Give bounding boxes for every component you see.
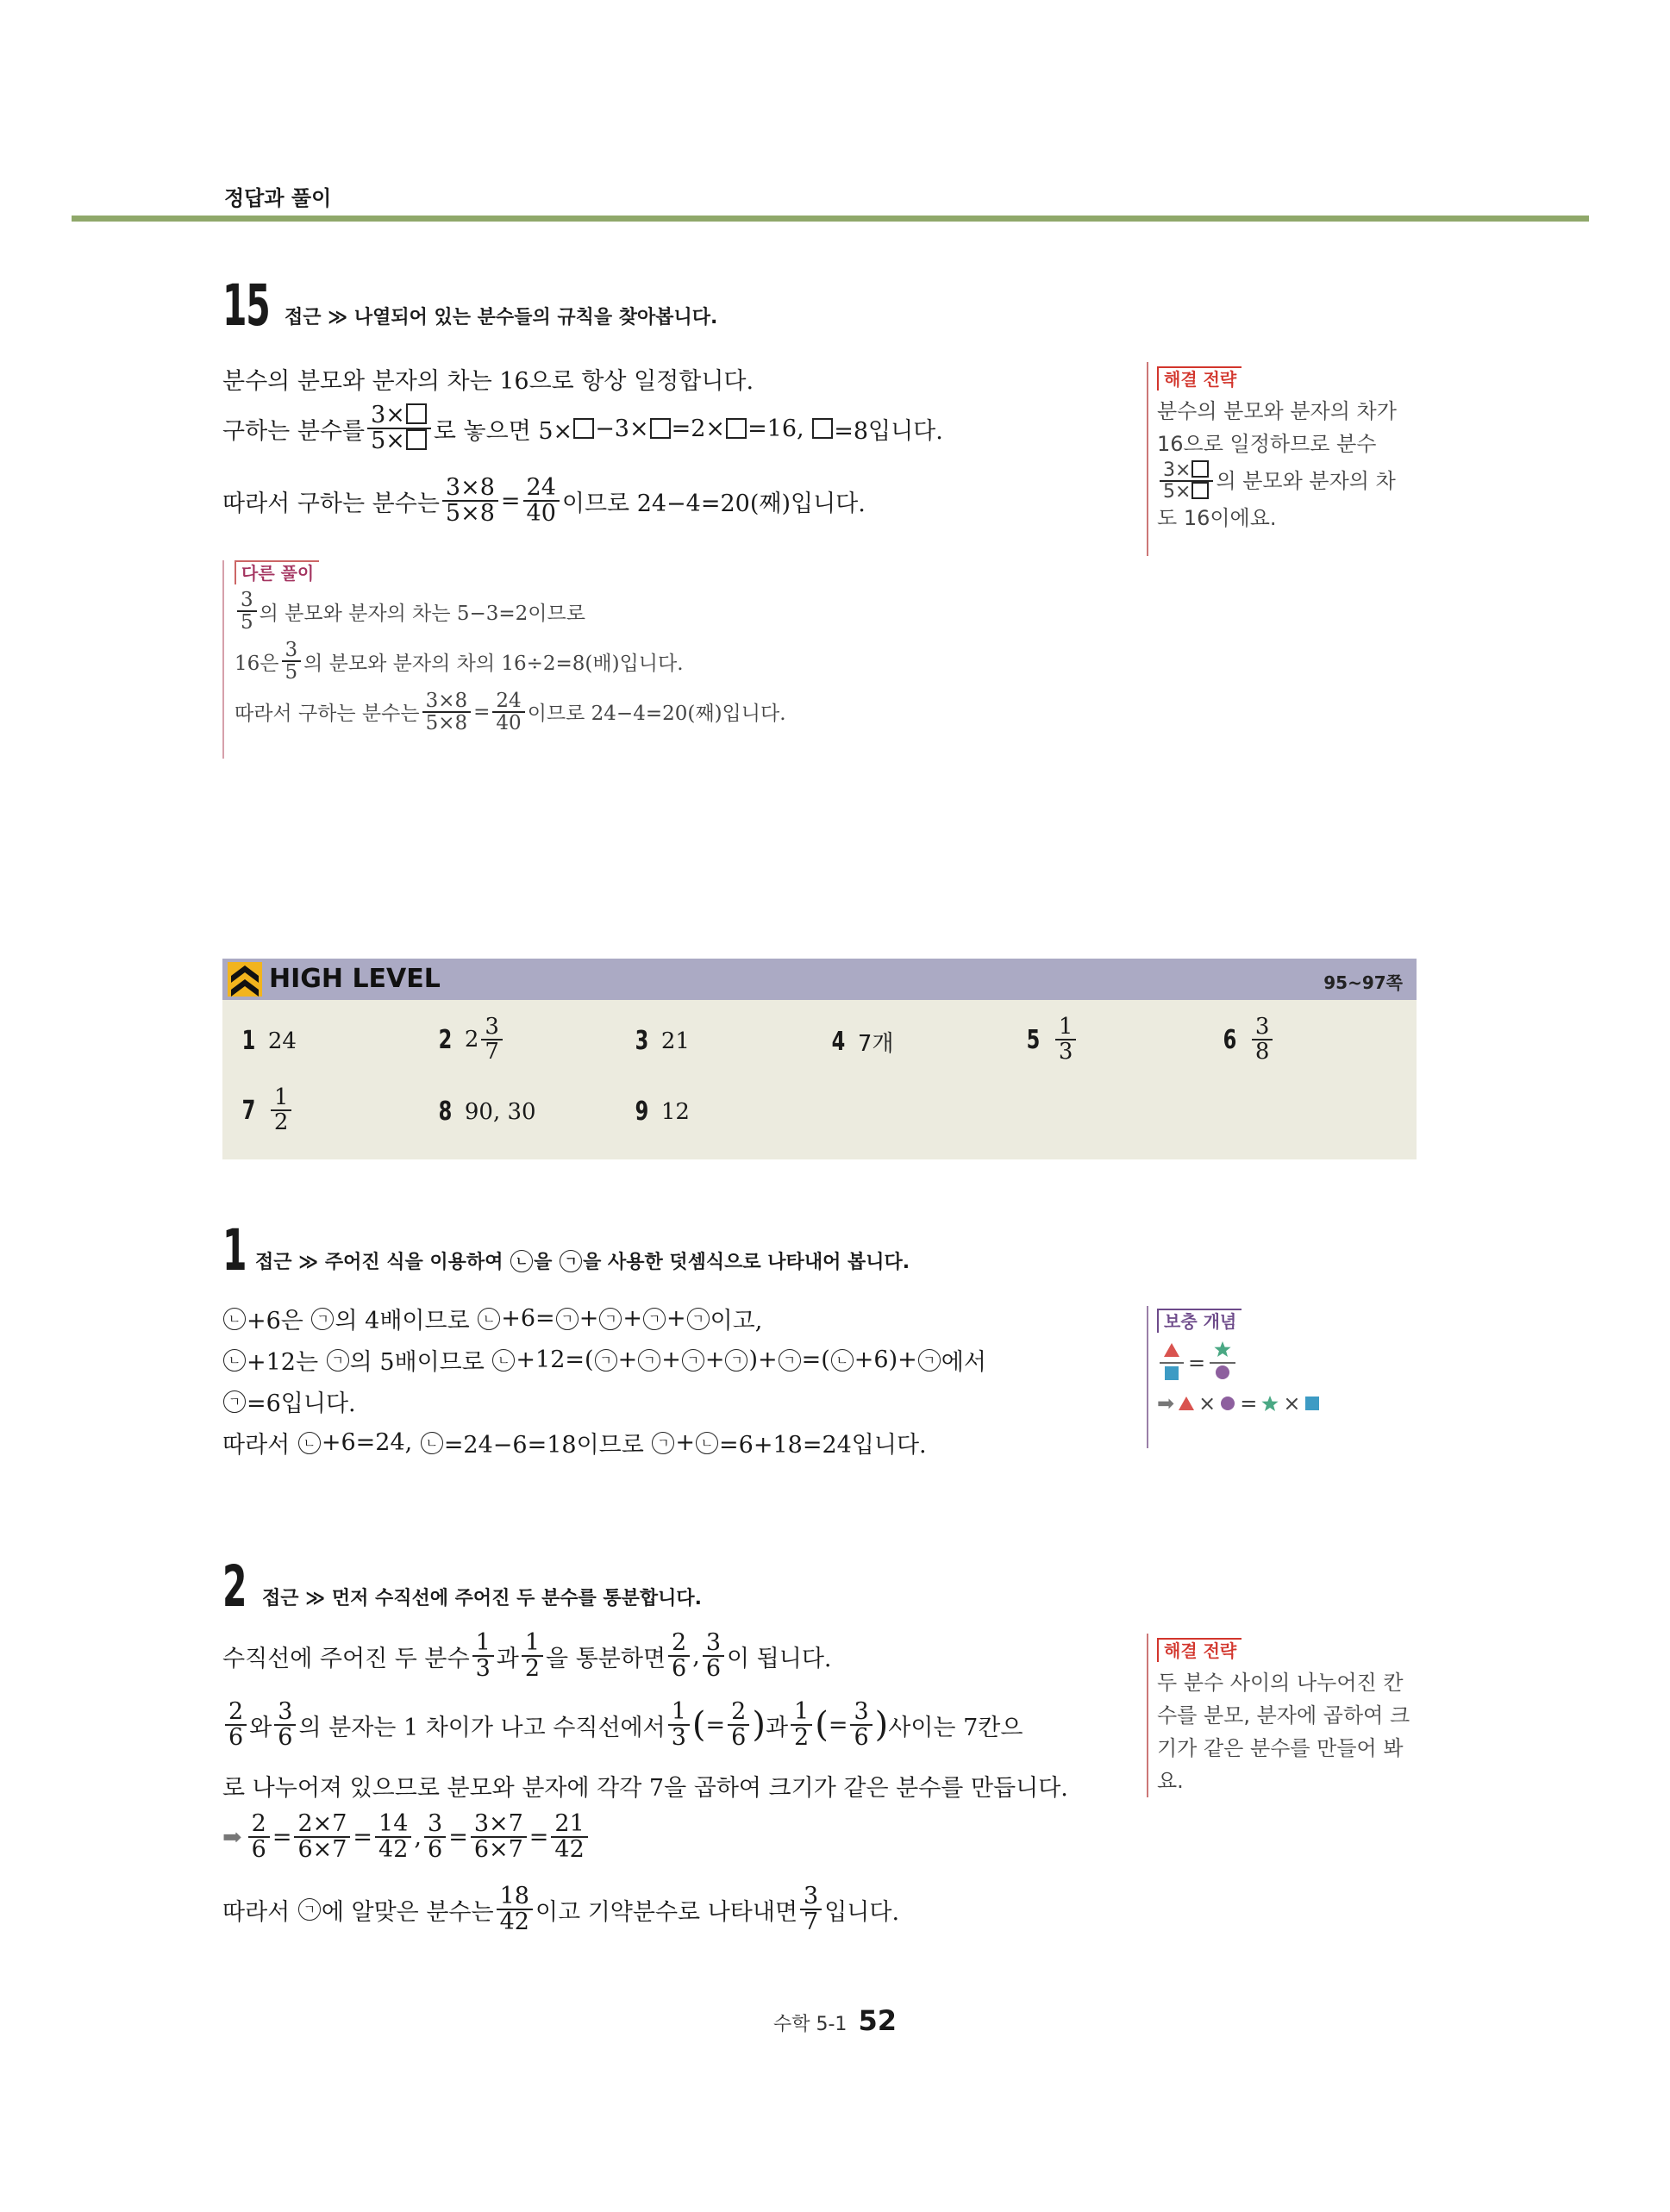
page-number: 52: [858, 2004, 898, 2037]
answer-item: 4 7개: [831, 1027, 894, 1057]
blank-box: [573, 418, 594, 439]
q15-line-3: 따라서 구하는 분수는 $\frac{3\times 8}{5\times 8}$ = $\frac{24}{40}$ 이므로 24−4=20(째)입니다.: [222, 474, 866, 528]
q15-number: 15: [222, 272, 270, 339]
q2-line-3: 로 나누어져 있으므로 분모와 분자에 각각 7을 곱하여 크기가 같은 분수를 만듭니다.: [222, 1775, 1068, 1802]
answer-item: 1 24: [241, 1026, 297, 1056]
answer-item: 6 $\frac{3}{8}$: [1221, 1015, 1275, 1065]
q2-heading: [222, 1553, 703, 1620]
chevron-logo-icon: [228, 962, 262, 997]
fraction: $\frac{3\times 8}{5\times 8}$: [442, 476, 498, 527]
q1-line-4: 따라서 ㄴ +6=24, ㄴ =24−6=18이므로 ㄱ + ㄴ =6+18=24입니다.: [222, 1429, 927, 1459]
answer-item: 2 2 $\frac{3}{7}$: [436, 1015, 505, 1065]
q2-line-5: 따라서 ㄱ 에 알맞은 분수는 $\frac{18}{42}$ 이고 기약분수로 나타내면 $\frac{3}{7}$ 입니다.: [222, 1883, 900, 1936]
fraction: $\frac{3\times 7}{6\times 7}$: [471, 1812, 527, 1863]
fraction: $\frac{1}{3}$: [1055, 1015, 1077, 1065]
fraction: $\frac{2}{6}$: [248, 1812, 270, 1863]
q15-heading: [222, 272, 718, 339]
triangle-icon: [1163, 1342, 1180, 1358]
high-level-pages: 95~97쪽: [1323, 972, 1403, 993]
fraction: $\frac{21}{42}$: [551, 1812, 587, 1863]
q2-approach: 접근 ≫ 먼저 수직선에 주어진 두 분수를 통분합니다.: [262, 1588, 703, 1609]
q1-heading: [222, 1217, 910, 1284]
fraction: $\frac{24}{40}$: [492, 690, 524, 734]
fraction: $\frac{1}{3}$: [668, 1700, 690, 1751]
blank-box: [726, 418, 747, 439]
fraction: $\frac{3}{7}$: [481, 1015, 503, 1065]
square-icon: [1163, 1365, 1180, 1381]
answer-item: 5 $\frac{1}{3}$: [1024, 1015, 1079, 1065]
fraction: [1210, 1340, 1235, 1385]
fraction: $\frac{2\times 7}{6\times 7}$: [294, 1812, 350, 1863]
answer-item: 8 90, 30: [438, 1097, 536, 1127]
fraction: $\frac{1}{2}$: [791, 1700, 812, 1751]
q15-strategy-note: 해결 전략 분수의 분모와 분자의 차가 16으로 일정하므로 분수 $\frac{3\times}{5\times}$ 의 분모와 분자의 차 도 16이에요.: [1147, 362, 1442, 556]
q1-approach: 접근 ≫ 주어진 식을 이용하여 ㄴ 을 ㄱ 을 사용한 덧셈식으로 나타내어 봅니다.: [255, 1247, 910, 1274]
answer-item: 7 $\frac{1}{2}$: [240, 1086, 294, 1135]
fraction: $\frac{1}{3}$: [472, 1631, 494, 1682]
fraction: $\frac{18}{42}$: [497, 1884, 533, 1935]
q15-approach: 접근 ≫ 나열되어 있는 분수들의 규칙을 찾아봅니다.: [285, 307, 718, 328]
answer-item: 3 21: [635, 1026, 690, 1056]
square-icon: [1304, 1396, 1321, 1411]
fraction: $\frac{3}{6}$: [703, 1631, 724, 1682]
page-header-title: 정답과 풀이: [224, 186, 332, 210]
alternative-tag: 다른 풀이: [235, 560, 319, 584]
alternative-solution: 다른 풀이 $\frac{3}{5}$ 의 분모와 분자의 차는 5−3=2이므로 16은 $\frac{3}{5}$ 의 분모와 분자의 차의 16÷2=8(배)입니다. 따라서 구하는 분수는 $\frac{3\times 8}{5\times 8}$ = $\frac{24}{40}$ 이므로 24−4=20(째)입니다.: [222, 560, 890, 759]
strategy-tag: 해결 전략: [1157, 1638, 1242, 1662]
high-level-answers: [222, 1000, 1417, 1159]
q1-line-2: ㄴ +12는 ㄱ 의 5배이므로 ㄴ +12=( ㄱ + ㄱ + ㄱ + ㄱ )+ ㄱ =( ㄴ +6)+ ㄱ 에서: [222, 1343, 986, 1377]
fraction: $\frac{2}{6}$: [668, 1631, 690, 1682]
q1-line-3: ㄱ =6입니다.: [222, 1384, 356, 1418]
q1-concept-note: [1147, 1306, 1442, 1448]
fraction: $\frac{3}{7}$: [800, 1884, 822, 1935]
answer-item: 9 12: [635, 1097, 690, 1127]
triangle-icon: [1178, 1396, 1195, 1411]
fraction: $\frac{1}{2}$: [522, 1631, 543, 1682]
concept-formula-1: =: [1157, 1340, 1442, 1385]
q1-line-1: ㄴ +6은 ㄱ 의 4배이므로 ㄴ +6= ㄱ + ㄱ + ㄱ + ㄱ 이고,: [222, 1302, 762, 1335]
fraction: $\frac{3\times}{5\times}$: [1160, 460, 1213, 502]
fraction: $\frac{3\times}{5\times}$: [367, 403, 431, 454]
q2-number: 2: [222, 1553, 247, 1620]
concept-formula-2: ➡ × = ×: [1157, 1389, 1442, 1418]
fraction: $\frac{3}{5}$: [282, 640, 302, 683]
q15-line-2: 구하는 분수를 $\frac{3\times}{5\times}$ 로 놓으면 5× −3× =2× =16, =8입니다.: [222, 402, 943, 455]
blank-box: [650, 418, 671, 439]
high-level-bar: [222, 959, 1417, 1000]
blank-box: [812, 418, 833, 439]
fraction: $\frac{3}{5}$: [237, 590, 257, 633]
fraction: [1160, 1340, 1184, 1385]
q2-line-1: 수직선에 주어진 두 분수 $\frac{1}{3}$ 과 $\frac{1}{2}$ 을 통분하면 $\frac{2}{6}$ , $\frac{3}{6}$ 이 됩니다.: [222, 1629, 832, 1683]
fraction: $\frac{24}{40}$: [523, 476, 560, 527]
strategy-tag: 해결 전략: [1157, 366, 1242, 391]
fraction: $\frac{3}{6}$: [424, 1812, 446, 1863]
circle-icon: [1219, 1395, 1236, 1412]
fraction: $\frac{3}{6}$: [850, 1700, 872, 1751]
q15-line-1: 분수의 분모와 분자의 차는 16으로 항상 일정합니다.: [222, 368, 754, 395]
page-footer: [0, 2004, 1670, 2037]
q2-strategy-note: 해결 전략 두 분수 사이의 나누어진 칸 수를 분모, 분자에 곱하여 크 기가 같은 분수를 만들어 봐 요.: [1147, 1634, 1442, 1797]
fraction: $\frac{2}{6}$: [728, 1700, 749, 1751]
star-icon: [1213, 1340, 1232, 1358]
header-rule: [72, 216, 1589, 222]
concept-tag: 보충 개념: [1157, 1309, 1242, 1333]
arrow-icon: ➡: [1157, 1391, 1175, 1416]
fraction: $\frac{2}{6}$: [225, 1700, 247, 1751]
q2-line-2: $\frac{2}{6}$ 와 $\frac{3}{6}$ 의 분자는 1 차이가 나고 수직선에서 $\frac{1}{3}$ ( = $\frac{2}{6}$ ) 과 $\frac{1}{2}$ ( = $\frac{3}{6}$ ) 사이는 7칸으: [222, 1700, 1023, 1751]
q1-number: 1: [222, 1217, 247, 1284]
arrow-icon: ➡: [222, 1823, 242, 1851]
fraction: $\frac{14}{42}$: [375, 1812, 411, 1863]
fraction: $\frac{3}{6}$: [274, 1700, 296, 1751]
footer-label: 수학 5-1: [772, 2014, 848, 2035]
fraction: $\frac{3\times 8}{5\times 8}$: [422, 690, 472, 734]
star-icon: [1260, 1395, 1279, 1412]
q2-line-4: ➡ $\frac{2}{6}$ = $\frac{2\times 7}{6\times 7}$ = $\frac{14}{42}$ , $\frac{3}{6}$ = $\frac{3\times 7}{6\times 7}$ = $\frac{21}{42}$: [222, 1812, 591, 1863]
fraction: $\frac{1}{2}$: [271, 1086, 292, 1135]
high-level-title: HIGH LEVEL: [269, 964, 441, 994]
circle-icon: [1214, 1364, 1231, 1381]
fraction: $\frac{3}{8}$: [1252, 1015, 1273, 1065]
